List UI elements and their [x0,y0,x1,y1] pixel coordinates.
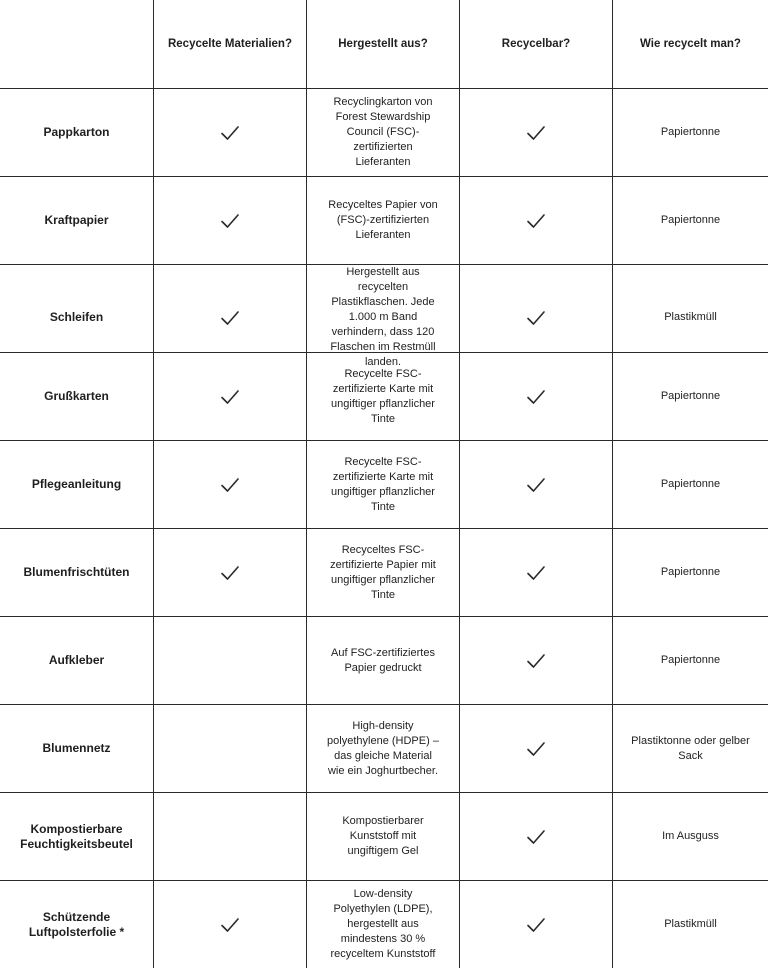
made-of-description: Hergestellt aus recycelten Plastikflaschen. Jede 1.000 m Band verhindern, dass 120 Flaschen im Restmüll landen. [307,265,460,370]
recycling-method: Im Ausguss [662,830,719,842]
check-icon [526,829,546,845]
check-icon [526,389,546,405]
table-body [0,89,768,968]
check-icon [220,213,240,229]
item-name: Grußkarten [0,353,154,440]
check-icon [220,565,240,581]
recycled-materials-cell [154,177,307,264]
check-icon [220,125,240,141]
item-name: Blumennetz [0,705,154,792]
recyclable-cell [460,89,613,176]
recycling-method: Papiertonne [660,390,721,402]
made-of-description: Low-density Polyethylen (LDPE), hergestellt aus mindestens 30 % recyceltem Kunststoff [307,881,460,968]
check-icon [526,917,546,933]
made-of-description: Recyclingkarton von Forest Stewardship Council (FSC)-zertifizierten Lieferanten [307,89,460,176]
recycled-materials-cell [154,529,307,616]
made-of-description: Recycelte FSC-zertifizierte Karte mit ungiftiger pflanzlicher Tinte [307,353,460,440]
check-icon [220,125,240,141]
recyclable-cell [460,881,613,968]
check-icon [526,477,546,493]
item-name: Pappkarton [0,89,154,176]
check-icon [526,653,546,669]
check-icon [526,565,546,581]
check-icon [220,477,240,493]
check-icon [526,389,546,405]
check-icon [526,741,546,757]
check-icon [526,829,546,845]
item-name: Kompostierbare Feuchtigkeitsbeutel [0,793,154,880]
header-corner [0,0,154,88]
recycled-materials-cell [154,441,307,528]
check-icon [526,477,546,493]
check-icon [526,565,546,581]
recyclable-cell [460,353,613,440]
item-name: Schleifen [0,265,154,370]
recycled-materials-cell [154,793,307,880]
recycled-materials-cell [154,881,307,968]
table-row [0,177,768,265]
recyclable-cell [460,441,613,528]
recyclable-cell [460,617,613,704]
header-how-to-recycle: Wie recycelt man? [640,37,741,50]
table-row [0,89,768,177]
recycling-method: Plastikmüll [664,918,717,930]
made-of-description: Recyceltes FSC-zertifizierte Papier mit ungiftiger pflanzlicher Tinte [307,529,460,616]
check-icon [526,125,546,141]
table-header-row [0,0,768,89]
check-icon [526,125,546,141]
check-icon [220,389,240,405]
recyclable-cell [460,705,613,792]
recycling-method: Plastiktonne oder gelber Sack [631,734,750,762]
made-of-description: Kompostierbarer Kunststoff mit ungiftigem Gel [307,793,460,880]
recyclable-cell [460,529,613,616]
table-row [0,529,768,617]
recycling-method: Papiertonne [660,126,721,138]
table-row [0,265,768,368]
made-of-description: Auf FSC-zertifiziertes Papier gedruckt [307,617,460,704]
check-icon [526,917,546,933]
table-row [0,705,768,793]
recycled-materials-cell [154,617,307,704]
made-of-description: High-density polyethylene (HDPE) – das gleiche Material wie ein Joghurtbecher. [307,705,460,792]
check-icon [526,310,546,326]
recycled-materials-cell [154,353,307,440]
check-icon [220,917,240,933]
table-row [0,441,768,529]
made-of-description: Recyceltes Papier von (FSC)-zertifizierten Lieferanten [307,177,460,264]
header-recyclable: Recycelbar? [460,0,613,88]
table-row [0,353,768,441]
table-row [0,793,768,881]
check-icon [526,310,546,326]
recycling-method: Papiertonne [660,478,721,490]
recyclable-cell [460,177,613,264]
check-icon [526,213,546,229]
check-icon [220,310,240,326]
check-icon [220,310,240,326]
recycling-method: Papiertonne [660,654,721,666]
header-made-of: Hergestellt aus? [307,0,460,88]
item-name: Pflegeanleitung [0,441,154,528]
check-icon [220,477,240,493]
header-recycled-materials: Recycelte Materialien? [154,0,307,88]
check-icon [220,565,240,581]
check-icon [220,917,240,933]
check-icon [220,213,240,229]
item-name: Aufkleber [0,617,154,704]
check-icon [526,741,546,757]
recycling-method: Plastikmüll [664,311,717,323]
recycled-materials-cell [154,705,307,792]
table-row [0,617,768,705]
recyclable-cell [460,793,613,880]
check-icon [526,213,546,229]
made-of-description: Recycelte FSC-zertifizierte Karte mit ungiftiger pflanzlicher Tinte [307,441,460,528]
item-name: Blumenfrischtüten [0,529,154,616]
item-name: Schützende Luftpolsterfolie * [0,881,154,968]
item-name: Kraftpapier [0,177,154,264]
check-icon [220,389,240,405]
recycling-method: Papiertonne [660,566,721,578]
recycled-materials-cell [154,89,307,176]
check-icon [526,653,546,669]
recycling-method: Papiertonne [660,214,721,226]
table-row [0,881,768,968]
